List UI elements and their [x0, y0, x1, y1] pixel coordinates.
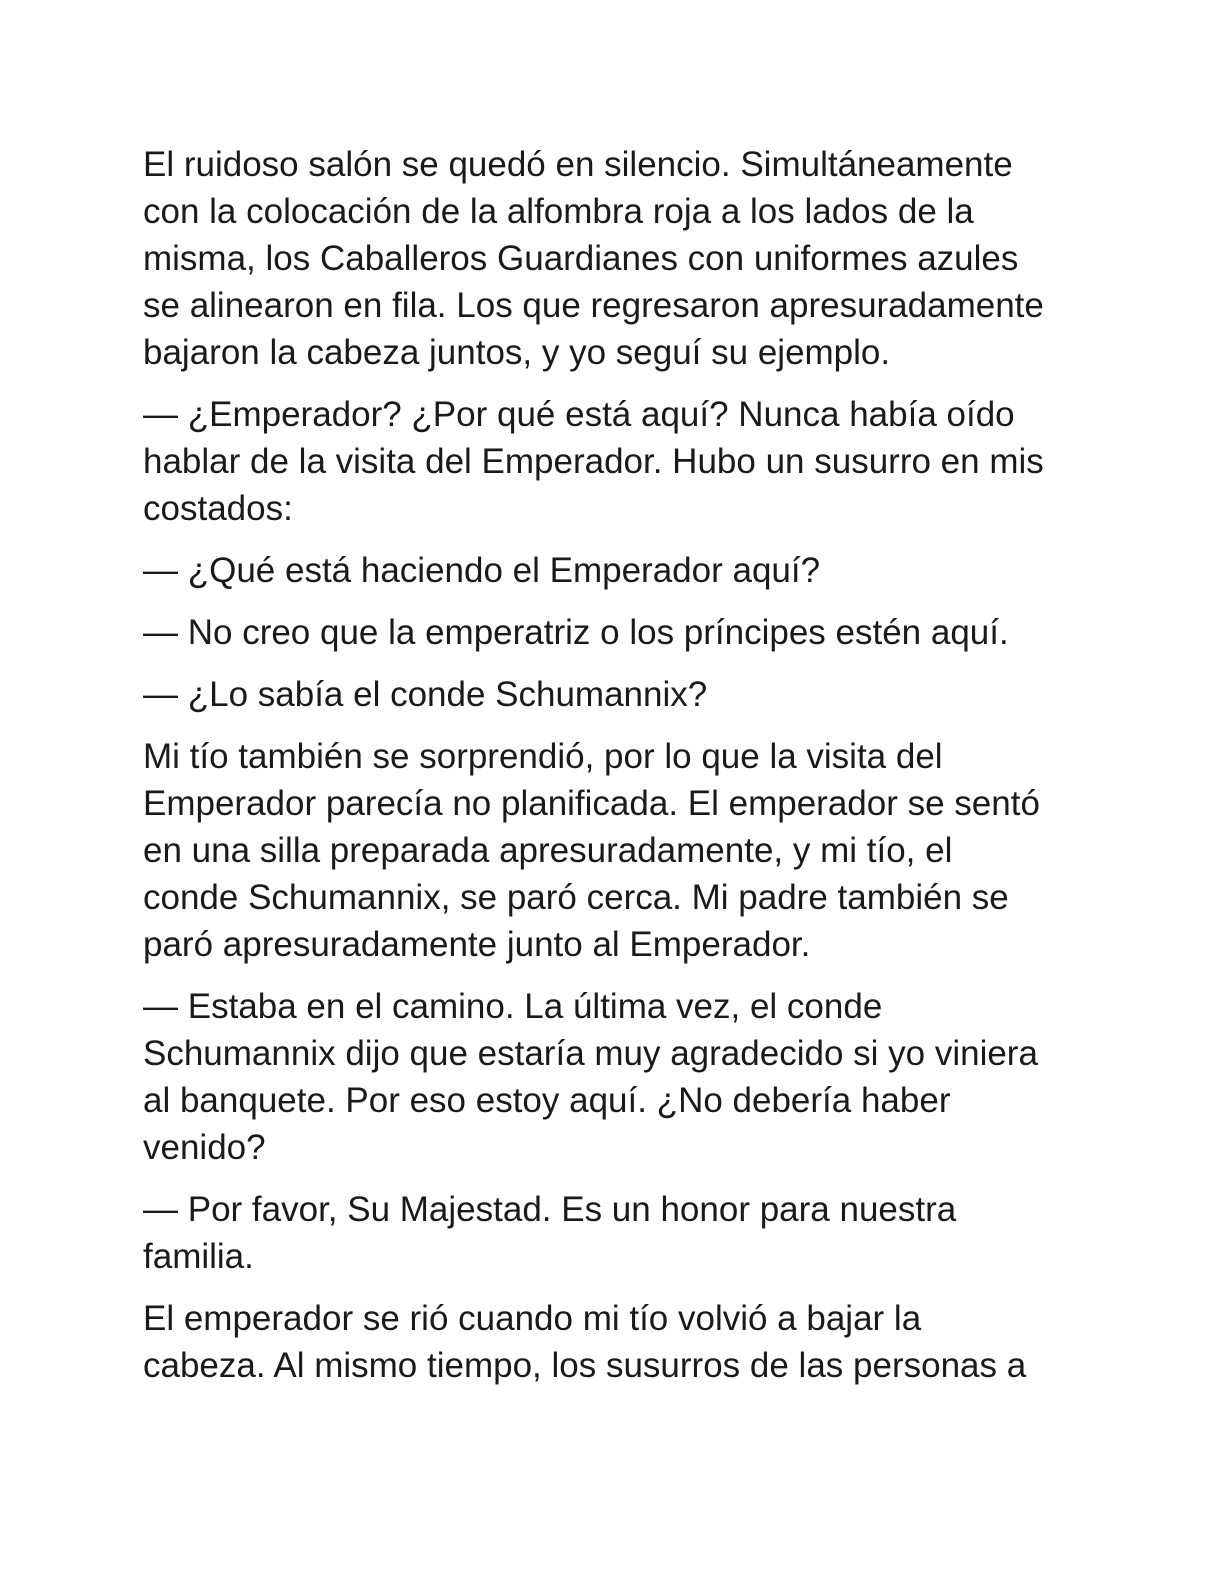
text-line: — ¿Lo sabía el conde Schumannix? [143, 675, 708, 714]
dialogue-paragraph-8 [143, 1186, 1083, 1280]
text-line: paró apresuradamente junto al Emperador. [143, 925, 811, 964]
text-line: costados: [143, 489, 293, 528]
dialogue-paragraph-3 [143, 547, 1083, 594]
text-line: cabeza. Al mismo tiempo, los susurros de las personas a [143, 1346, 1027, 1385]
dialogue-paragraph-7 [143, 983, 1083, 1171]
text-line: — No creo que la emperatriz o los príncipes estén aquí. [143, 613, 1009, 652]
text-line: Emperador parecía no planificada. El emperador se sentó [143, 784, 1040, 823]
dialogue-paragraph-2 [143, 391, 1083, 532]
dialogue-paragraph-5 [143, 671, 1083, 718]
text-line: en una silla preparada apresuradamente, y mi tío, el [143, 831, 953, 870]
text-line: al banquete. Por eso estoy aquí. ¿No debería haber [143, 1081, 951, 1120]
text-line: bajaron la cabeza juntos, y yo seguí su ejemplo. [143, 333, 891, 372]
text-line: Schumannix dijo que estaría muy agradecido si yo viniera [143, 1034, 1038, 1073]
text-line: misma, los Caballeros Guardianes con uniformes azules [143, 239, 1019, 278]
text-line: familia. [143, 1237, 254, 1276]
paragraph-1 [143, 141, 1083, 376]
text-line: venido? [143, 1128, 266, 1167]
text-line: — ¿Emperador? ¿Por qué está aquí? Nunca había oído [143, 395, 1015, 434]
text-line: con la colocación de la alfombra roja a los lados de la [143, 192, 974, 231]
text-line: — Estaba en el camino. La última vez, el conde [143, 987, 883, 1026]
text-line: conde Schumannix, se paró cerca. Mi padre también se [143, 878, 1009, 917]
paragraph-9 [143, 1295, 1083, 1389]
paragraph-6 [143, 733, 1083, 968]
text-line: se alinearon en fila. Los que regresaron apresuradamente [143, 286, 1044, 325]
text-line: El emperador se rió cuando mi tío volvió a bajar la [143, 1299, 922, 1338]
text-line: El ruidoso salón se quedó en silencio. Simultáneamente [143, 145, 1013, 184]
text-line: — Por favor, Su Majestad. Es un honor para nuestra [143, 1190, 957, 1229]
document-page [143, 141, 1083, 1404]
dialogue-paragraph-4 [143, 609, 1083, 656]
text-line: hablar de la visita del Emperador. Hubo un susurro en mis [143, 442, 1044, 481]
text-line: — ¿Qué está haciendo el Emperador aquí? [143, 551, 821, 590]
text-line: Mi tío también se sorprendió, por lo que la visita del [143, 737, 943, 776]
